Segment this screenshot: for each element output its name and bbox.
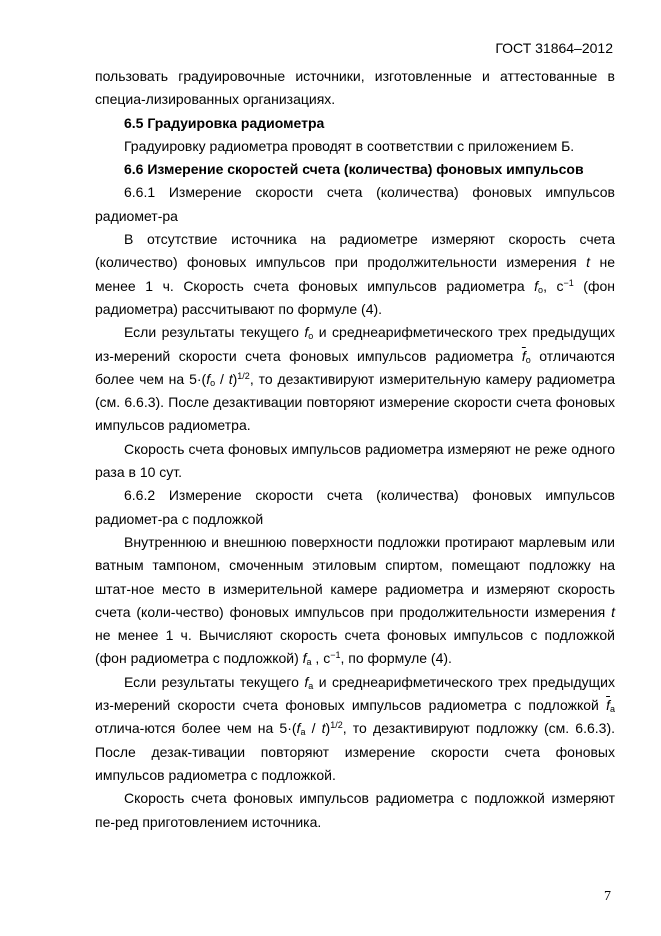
variable-f-mean: $\overline{f}$	[521, 347, 526, 364]
variable-f-mean: $\overline{f}$	[606, 697, 610, 714]
paragraph-continuation: пользовать градуировочные источники, изготовленные и аттестованные в специа-лизированных организациях.	[95, 68, 615, 108]
paragraph-frequency: Скорость счета фоновых импульсов радиометра измеряют не реже одного раза в 10 сут.	[95, 440, 615, 481]
document-header: ГОСТ 31864–2012	[495, 40, 613, 56]
subsection-heading-6-6-2: 6.6.2 Измерение скорости счета (количества) фоновых импульсов радиомет-ра с подложкой	[95, 487, 615, 527]
variable-f: f	[206, 370, 211, 387]
variable-t: t	[228, 370, 233, 387]
variable-f: f	[534, 277, 539, 294]
paragraph-substrate-check: Если результаты текущего $f_a$ и среднеарифметического трех предыдущих из-мерений скорости счета фоновых импульсов радиометра с подложкой $\overline{f}_a$ отлича-ются более чем на $5\cdot(f_a / t)^{1/2}$, то дезактивируют подложку (см. 6.6.3). После дезак-тивации повторяют измерение скорости счета фоновых импульсов радиометра с подложкой.	[95, 673, 615, 783]
page-number: 7	[604, 889, 611, 904]
paragraph-substrate-frequency: Скорость счета фоновых импульсов радиометра с подложкой измеряют пе-ред приготовлением источника.	[95, 790, 615, 830]
variable-f: f	[304, 324, 309, 341]
variable-f: f	[296, 720, 301, 737]
document-body	[95, 65, 615, 834]
variable-t: t	[321, 720, 326, 737]
paragraph-calibration: Градуировку радиометра проводят в соответствии с приложением Б.	[124, 137, 575, 154]
paragraph-substrate-cleaning: Внутреннюю и внешнюю поверхности подложки протирают марлевым или ватным тампоном, смоченным этиловым спиртом, помещают подложку на штат-ное место в измерительной камере радиометра и измеряют скорость счета (коли-чество) фоновых импульсов при продолжительности измерения t не менее 1 ч. Вычисляют скорость счета фоновых импульсов с подложкой (фон радиометра с подложкой) $f_a$ , $с^{-1}$, по формуле (4).	[95, 533, 615, 668]
section-heading-6-5: 6.5 Градуировка радиометра	[124, 114, 325, 131]
variable-f: f	[302, 650, 307, 667]
variable-t: t	[586, 254, 591, 271]
section-heading-6-6: 6.6 Измерение скоростей счета (количества) фоновых импульсов	[124, 161, 584, 178]
variable-t: t	[611, 603, 615, 620]
paragraph-background-check: Если результаты текущего $f_o$ и среднеарифметического трех предыдущих из-мерений скорости счета фоновых импульсов радиометра $\overline{f}_o$ отличаются более чем на $5\cdot(f_o / t)^{1/2}$, то дезактивируют измерительную камеру радиометра (см. 6.6.3). После дезактивации повторяют измерение скорости счета фоновых импульсов радиометра.	[95, 324, 616, 434]
variable-f: f	[304, 673, 309, 690]
subsection-heading-6-6-1: 6.6.1 Измерение скорости счета (количества) фоновых импульсов радиомет-ра	[95, 184, 615, 224]
paragraph-background-measurement: В отсутствие источника на радиометре измеряют скорость счета (количество) фоновых импульсов при продолжительности измерения t не менее 1 ч. Скорость счета фоновых импульсов радиометра $f_o$, $с^{-1}$ (фон радиометра) рассчитывают по формуле (4).	[95, 231, 616, 317]
